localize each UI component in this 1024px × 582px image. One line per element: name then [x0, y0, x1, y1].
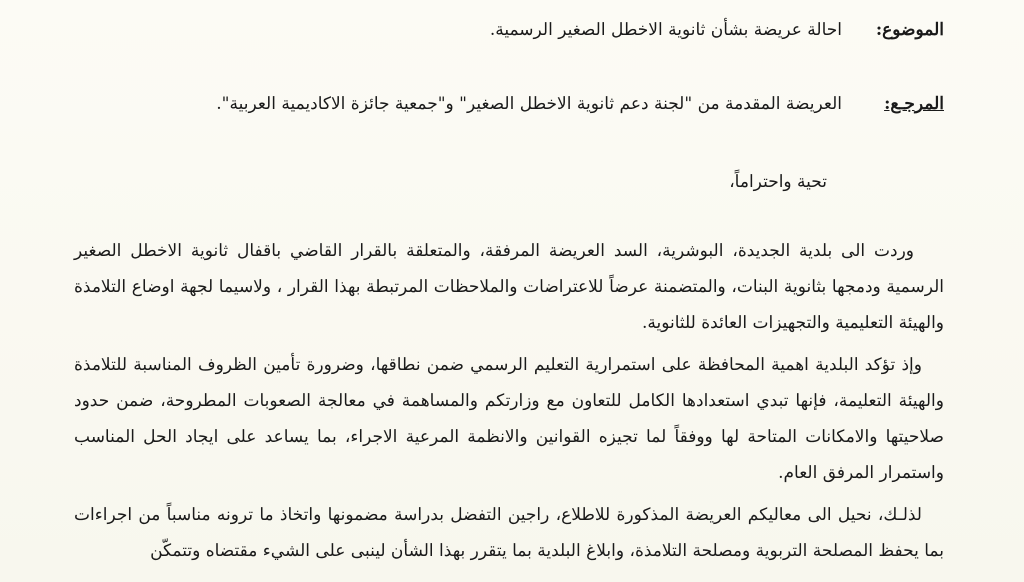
subject-label: الموضوع:	[875, 20, 944, 40]
paragraph-1: وردت الى بلدية الجديدة، البوشرية، السد العريضة المرفقة، والمتعلقة بالقرار القاضي باقفال ثانوية الاخطل الصغير الرسمية ودمجها بثانوية البنات، والمتضمنة عرضاً للاعتراضات والملاحظات المرتبطة بهذا القرار ، ولاسيما لجهة اوضاع التلامذة والهيئة التعليمية والتجهيزات العائدة للثانوية.	[74, 241, 944, 333]
reference-text: العريضة المقدمة من "لجنة دعم ثانوية الاخطل الصغير" و"جمعية جائزة الاكاديمية العربية".	[216, 94, 842, 114]
subject-text: احالة عريضة بشأن ثانوية الاخطل الصغير الرسمية.	[489, 20, 842, 40]
paragraph-2: وإذ تؤكد البلدية اهمية المحافظة على استمرارية التعليم الرسمي ضمن نطاقها، وضرورة تأمين الظروف المناسبة للتلامذة والهيئة التعليمة، فإنها تبدي استعدادها الكامل للتعاون مع وزارتكم والمساهمة في معالجة الصعوبات المطروحة، ضمن حدود صلاحيتها والامكانات المتاحة لها ووفقاً لما تجيزه القوانين والانظمة المرعية الاجراء، بما يساعد على ايجاد الحل المناسب واستمرار المرفق العام.	[74, 355, 944, 483]
reference-label: المرجـع:	[884, 94, 944, 114]
greeting: تحية واحتراماً،	[729, 172, 827, 192]
paragraph-3: لذلـك، نحيل الى معاليكم العريضة المذكورة للاطلاع، راجين التفضل بدراسة مضمونها واتخاذ ما ترونه مناسباً من اجراءات بما يحفظ المصلحة التربوية ومصلحة التلامذة، وابلاغ البلدية بما يتقرر بهذا الشأن لينبى على الشيء مقتضاه وتتمكّن	[74, 505, 944, 561]
letter-body	[74, 233, 944, 575]
